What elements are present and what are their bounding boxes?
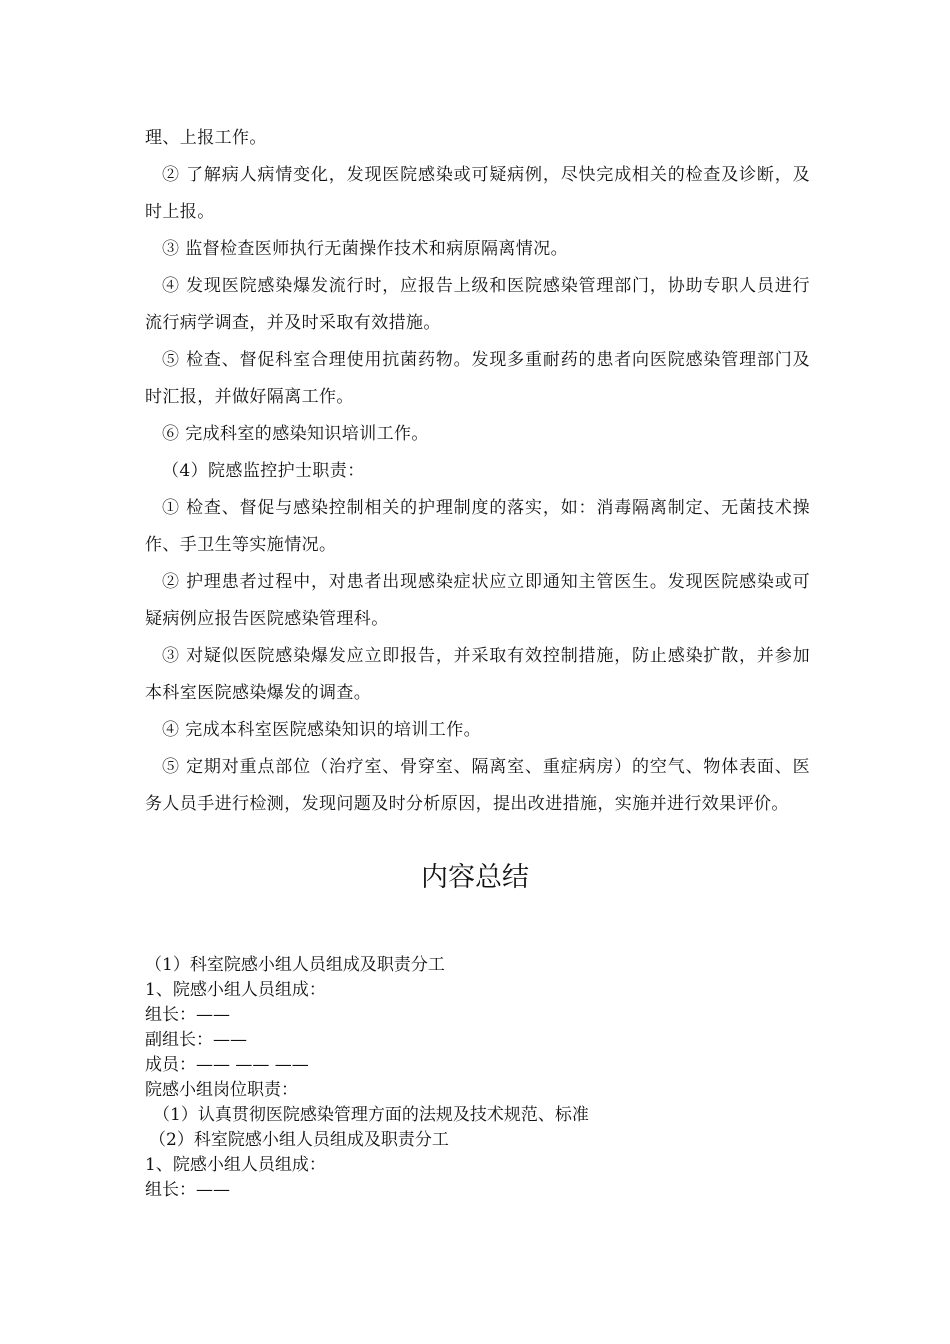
paragraph: ③ 对疑似医院感染爆发应立即报告，并采取有效控制措施，防止感染扩散，并参加本科室医院感染爆发的调查。 (145, 646, 810, 703)
paragraph: ④ 发现医院感染爆发流行时，应报告上级和医院感染管理部门，协助专职人员进行流行病学调查，并及时采取有效措施。 (145, 276, 810, 333)
summary-line: （1）认真贯彻医院感染管理方面的法规及技术规范、标准 (153, 1105, 589, 1125)
summary-line: 成员：—— —— —— (145, 1055, 309, 1075)
summary-section (145, 953, 810, 1203)
paragraph: ⑥ 完成科室的感染知识培训工作。 (162, 424, 429, 444)
paragraph: ⑤ 定期对重点部位（治疗室、骨穿室、隔离室、重症病房）的空气、物体表面、医务人员手进行检测，发现问题及时分析原因，提出改进措施，实施并进行效果评价。 (145, 757, 810, 814)
paragraph: ② 护理患者过程中，对患者出现感染症状应立即通知主管医生。发现医院感染或可疑病例应报告医院感染管理科。 (145, 572, 810, 629)
paragraph: 理、上报工作。 (145, 128, 267, 148)
section-heading: （4）院感监控护士职责： (162, 461, 365, 481)
paragraph: ① 检查、督促与感染控制相关的护理制度的落实，如：消毒隔离制定、无菌技术操作、手卫生等实施情况。 (145, 498, 810, 555)
summary-line: （2）科室院感小组人员组成及职责分工 (149, 1130, 449, 1150)
summary-line: （1）科室院感小组人员组成及职责分工 (145, 955, 445, 975)
summary-line: 组长：—— (145, 1180, 230, 1200)
summary-line: 院感小组岗位职责： (145, 1080, 298, 1100)
paragraph: ② 了解病人病情变化，发现医院感染或可疑病例，尽快完成相关的检查及诊断，及时上报。 (145, 165, 810, 222)
paragraph: ④ 完成本科室医院感染知识的培训工作。 (162, 720, 482, 740)
summary-line: 组长：—— (145, 1005, 230, 1025)
summary-line: 副组长：—— (145, 1030, 247, 1050)
summary-line: 1、院感小组人员组成： (145, 1155, 326, 1175)
paragraph: ③ 监督检查医师执行无菌操作技术和病原隔离情况。 (162, 239, 569, 259)
summary-line: 1、院感小组人员组成： (145, 980, 326, 1000)
paragraph: ⑤ 检查、督促科室合理使用抗菌药物。发现多重耐药的患者向医院感染管理部门及时汇报，并做好隔离工作。 (145, 350, 810, 407)
body-text (145, 120, 810, 823)
summary-title: 内容总结 (421, 862, 529, 893)
